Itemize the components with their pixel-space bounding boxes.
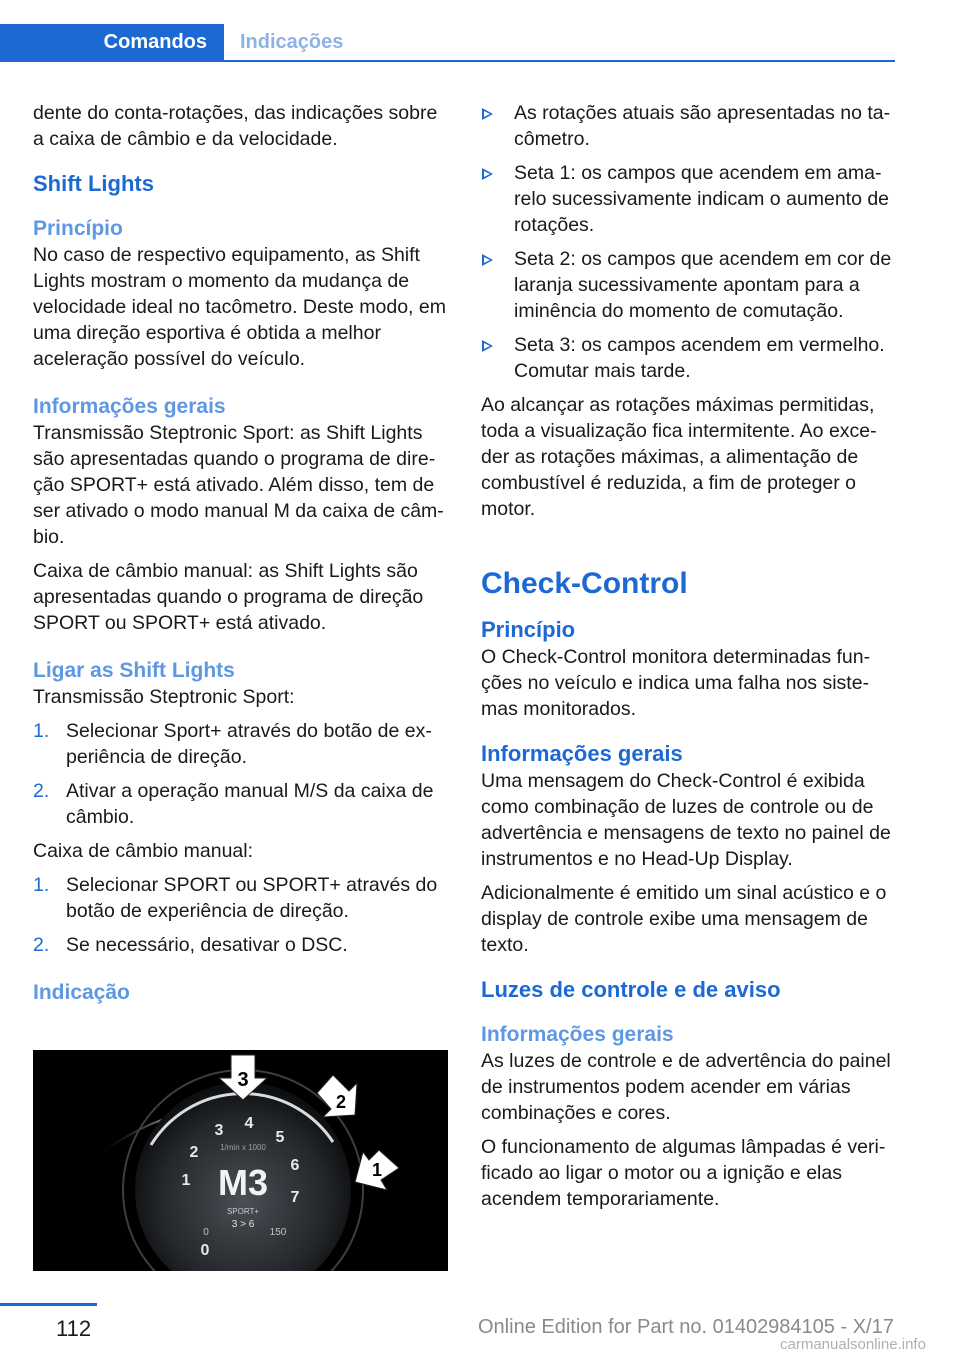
info-paragraph-2: Caixa de câmbio manual: as Shift Lights são apresentadas quando o programa de direção SPORT ou SPORT+ está ativado. (33, 560, 424, 634)
heading-ligar-shift-lights: Ligar as Shift Lights (33, 659, 235, 682)
triangle-bullet-icon (482, 168, 493, 180)
list-item (481, 246, 897, 324)
step-text: Ativar a operação manual M/S da caixa de câmbio. (66, 780, 434, 828)
speed-min-label: 0 (203, 1227, 209, 1238)
list-item (33, 778, 448, 830)
max-rpm-paragraph: Ao alcançar as rotações máximas permitidas, toda a visualização fica intermitente. Ao exceder as rotações máximas, a alimentação de combustível é reduzida, a fim de proteger o motor. (481, 394, 877, 520)
step-number: 1. (33, 874, 50, 896)
steptronic-steps (33, 718, 448, 830)
steptronic-label: Transmissão Steptronic Sport: (33, 686, 295, 708)
step-text: Selecionar Sport+ através do botão de experiência de direção. (66, 720, 432, 768)
tick-label: 3 (214, 1122, 224, 1139)
heading-check-control: Check-Control (481, 567, 688, 600)
tick-label: 5 (275, 1129, 285, 1146)
rpm-scale-label: 1/min x 1000 (220, 1143, 266, 1152)
callout-label: 1 (371, 1160, 383, 1180)
info-paragraph-1: Transmissão Steptronic Sport: as Shift Lights são apresentadas quando o programa de direção SPORT+ está ativado. Além disso, tem de ser ativado o modo manual M da caixa de câmbio. (33, 422, 444, 548)
list-item (33, 718, 448, 770)
watermark: carmanualsonline.info (780, 1336, 926, 1353)
tick-label: 6 (290, 1157, 300, 1174)
page-number-rule (0, 1303, 97, 1306)
step-text: Se necessário, desativar o DSC. (66, 934, 348, 956)
page-number: 112 (56, 1316, 92, 1341)
bullet-text: As rotações atuais são apresentadas no tacômetro. (514, 102, 891, 150)
step-number: 2. (33, 780, 50, 802)
step-number: 1. (33, 720, 50, 742)
tick-label: 7 (290, 1189, 300, 1206)
list-item (481, 332, 897, 384)
heading-informacoes-gerais-check: Informações gerais (481, 741, 683, 766)
luzes-paragraph-1: As luzes de controle e de advertência do painel de instrumentos podem acender em várias combinações e cores. (481, 1050, 891, 1124)
list-item (481, 100, 897, 152)
principio-paragraph: No caso de respectivo equipamento, as Shift Lights mostram o momento da mudança de velocidade ideal no tacômetro. Deste modo, em uma direção esportiva é obtida a melhor aceleração possível do veículo. (33, 244, 446, 370)
gear-hint-label: 3 > 6 (231, 1219, 255, 1230)
triangle-bullet-icon (482, 254, 493, 266)
tick-label: 1 (181, 1172, 191, 1189)
list-item (33, 872, 448, 924)
header-tabbar (0, 24, 895, 62)
intro-paragraph: dente do conta-rotações, das indicações sobre a caixa de câmbio e da velocidade. (33, 102, 438, 150)
step-number: 2. (33, 934, 50, 956)
luzes-paragraph-2: O funcionamento de algumas lâmpadas é verificado ao ligar o motor ou a ignição e elas acendem temporariamente. (481, 1136, 886, 1210)
bullet-text: Seta 2: os campos que acendem em cor de laranja sucessivamente apontam para a iminência do momento de comutação. (514, 248, 892, 322)
edition-footer: Online Edition for Part no. 01402984105 - X/17 (478, 1316, 894, 1338)
bullet-text: Seta 1: os campos que acendem em amarelo sucessivamente indicam o aumento de rotações. (514, 162, 890, 236)
manual-label: Caixa de câmbio manual: (33, 840, 254, 862)
heading-informacoes-gerais: Informações gerais (33, 395, 226, 418)
tick-label: 0 (200, 1242, 210, 1259)
left-column (33, 100, 448, 1006)
heading-indicacao: Indicação (33, 981, 130, 1004)
heading-luzes-controle: Luzes de controle e de aviso (481, 977, 781, 1002)
header-rule (0, 60, 895, 62)
triangle-bullet-icon (482, 108, 493, 120)
arrow-list (481, 100, 897, 384)
tab-indicacoes[interactable] (240, 24, 343, 60)
drive-mode-label: SPORT+ (226, 1207, 260, 1216)
step-text: Selecionar SPORT ou SPORT+ através do botão de experiência de direção. (66, 874, 438, 922)
tachometer-illustration (33, 1050, 448, 1271)
callout-label: 2 (335, 1092, 347, 1112)
gear-indicator: M3 (217, 1162, 269, 1203)
list-item (33, 932, 448, 958)
heading-principio: Princípio (33, 217, 123, 240)
callout-label: 3 (237, 1069, 249, 1091)
right-column (481, 100, 897, 1220)
heading-principio-check: Princípio (481, 617, 576, 642)
triangle-bullet-icon (482, 340, 493, 352)
heading-informacoes-gerais-luzes: Informações gerais (481, 1023, 674, 1046)
check-principio-paragraph: O Check-Control monitora determinadas funções no veículo e indica uma falha nos sistemas monitorados. (481, 646, 871, 720)
tab-indicacoes-label: Indicações (240, 30, 344, 53)
shift-lights-figure (33, 1050, 448, 1271)
bullet-text: Seta 3: os campos acendem em vermelho. Comutar mais tarde. (514, 334, 885, 382)
list-item (481, 160, 897, 238)
heading-shift-lights: Shift Lights (33, 171, 154, 196)
tab-comandos-label: Comandos (103, 30, 207, 53)
tick-label: 2 (189, 1144, 199, 1161)
check-info-paragraph-1: Uma mensagem do Check-Control é exibida como combinação de luzes de controle ou de advertência e mensagens de texto no painel de instrumentos e no Head-Up Display. (481, 770, 891, 870)
check-info-paragraph-2: Adicionalmente é emitido um sinal acústico e o display de controle exibe uma mensagem de texto. (481, 882, 887, 956)
speed-max-label: 150 (269, 1227, 287, 1238)
tick-label: 4 (244, 1115, 254, 1132)
manual-steps (33, 872, 448, 958)
tab-comandos[interactable] (0, 24, 224, 60)
